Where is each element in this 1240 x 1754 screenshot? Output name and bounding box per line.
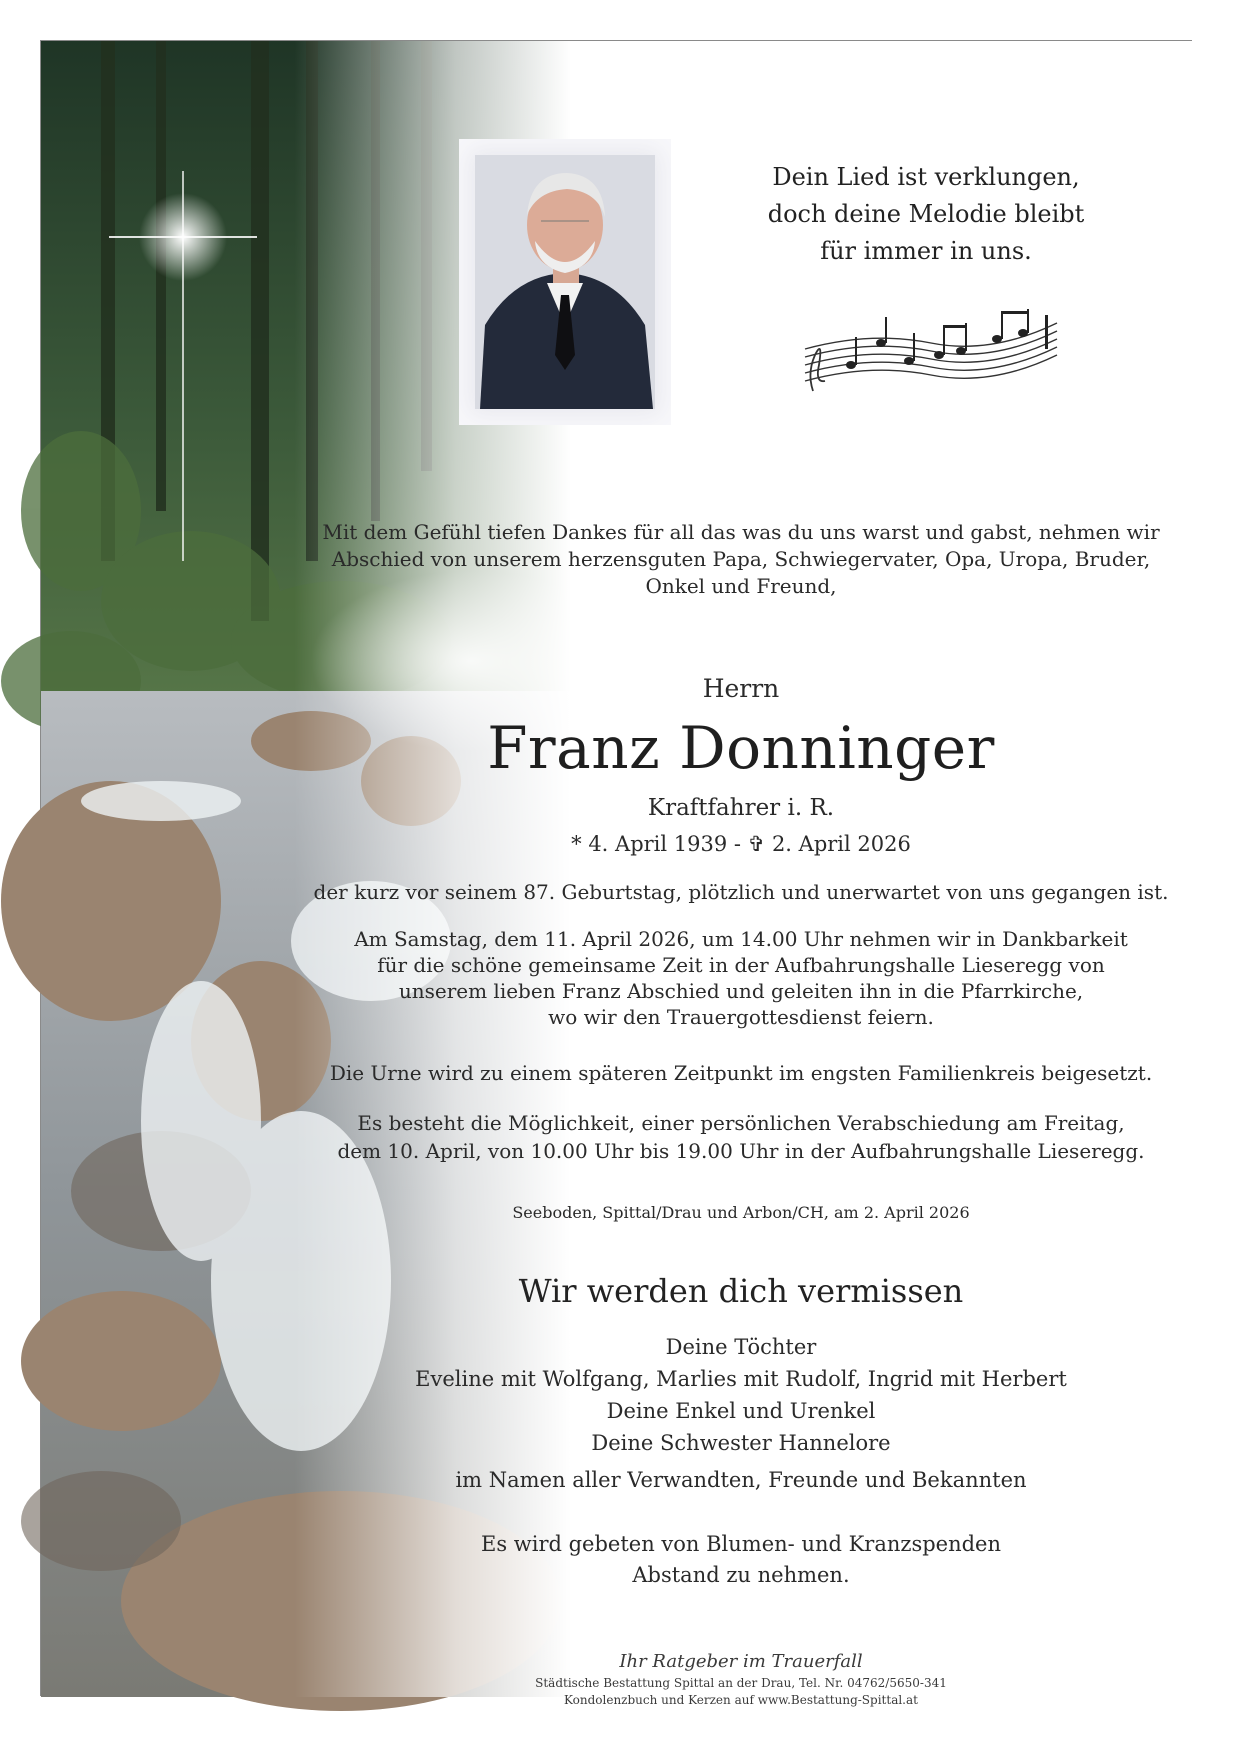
motto-line: Dein Lied ist verklungen,: [772, 163, 1080, 191]
family-line: Deine Schwester Hannelore: [591, 1431, 891, 1455]
paragraph-line: Am Samstag, dem 11. April 2026, um 14.00 Uhr nehmen wir in Dankbarkeit: [354, 927, 1128, 951]
paragraph-line: unserem lieben Franz Abschied und geleiten ihn in die Pfarrkirche,: [398, 979, 1084, 1003]
motto-line: doch deine Melodie bleibt: [767, 200, 1085, 228]
motto-line: für immer in uns.: [820, 237, 1032, 265]
paragraph-funeral: [291, 926, 1191, 1030]
paragraph-line: für die schöne gemeinsame Zeit in der Aufbahrungshalle Lieseregg von: [377, 953, 1105, 977]
salutation: Herrn: [702, 674, 780, 703]
family-line: Deine Töchter: [665, 1335, 817, 1359]
footer-slogan: Ihr Ratgeber im Trauerfall: [619, 1651, 863, 1672]
relatives-line: im Namen aller Verwandten, Freunde und Bekannten: [455, 1468, 1027, 1492]
family-line: Deine Enkel und Urenkel: [606, 1399, 876, 1423]
paragraph-urn: [291, 1058, 1191, 1088]
footer-line: Kondolenzbuch und Kerzen auf www.Bestattung-Spittal.at: [564, 1693, 918, 1707]
intro-line: Onkel und Freund,: [645, 574, 837, 598]
paragraph-passing: [291, 877, 1191, 907]
family-list: [291, 1331, 1191, 1459]
life-dates: * 4. April 1939 - ✞ 2. April 2026: [571, 832, 911, 856]
flowers-note: [291, 1529, 1191, 1591]
intro-line: Abschied von unserem herzensguten Papa, Schwiegervater, Opa, Uropa, Bruder,: [331, 547, 1151, 571]
occupation: Kraftfahrer i. R.: [647, 795, 835, 821]
obituary-card: [40, 40, 1192, 1707]
intro-text: [291, 519, 1191, 600]
portrait-photo: [459, 139, 671, 425]
footer-line: Städtische Bestattung Spittal an der Drau, Tel. Nr. 04762/5650-341: [535, 1676, 947, 1690]
paragraph-line: Die Urne wird zu einem späteren Zeitpunkt im engsten Familienkreis beigesetzt.: [329, 1061, 1153, 1085]
closing-heading: Wir werden dich vermissen: [518, 1272, 964, 1310]
paragraph-line: Es besteht die Möglichkeit, einer persönlichen Verabschiedung am Freitag,: [357, 1111, 1125, 1135]
music-notes-icon: [801, 303, 1061, 403]
flowers-line: Es wird gebeten von Blumen- und Kranzspenden: [480, 1532, 1002, 1556]
motto-verse: [731, 159, 1121, 270]
footer-contact: [291, 1675, 1191, 1709]
place-date: Seeboden, Spittal/Drau und Arbon/CH, am 2. April 2026: [512, 1203, 970, 1222]
paragraph-line: dem 10. April, von 10.00 Uhr bis 19.00 Uhr in der Aufbahrungshalle Lieseregg.: [337, 1139, 1145, 1163]
flowers-line: Abstand zu nehmen.: [632, 1563, 850, 1587]
family-line: Eveline mit Wolfgang, Marlies mit Rudolf, Ingrid mit Herbert: [415, 1367, 1067, 1391]
intro-line: Mit dem Gefühl tiefen Dankes für all das was du uns warst und gabst, nehmen wir: [322, 520, 1160, 544]
paragraph-line: wo wir den Trauergottesdienst feiern.: [548, 1005, 934, 1029]
paragraph-farewell: [291, 1109, 1191, 1165]
paragraph-line: der kurz vor seinem 87. Geburtstag, plötzlich und unerwartet von uns gegangen ist.: [313, 880, 1169, 904]
deceased-name: Franz Donninger: [487, 714, 995, 782]
